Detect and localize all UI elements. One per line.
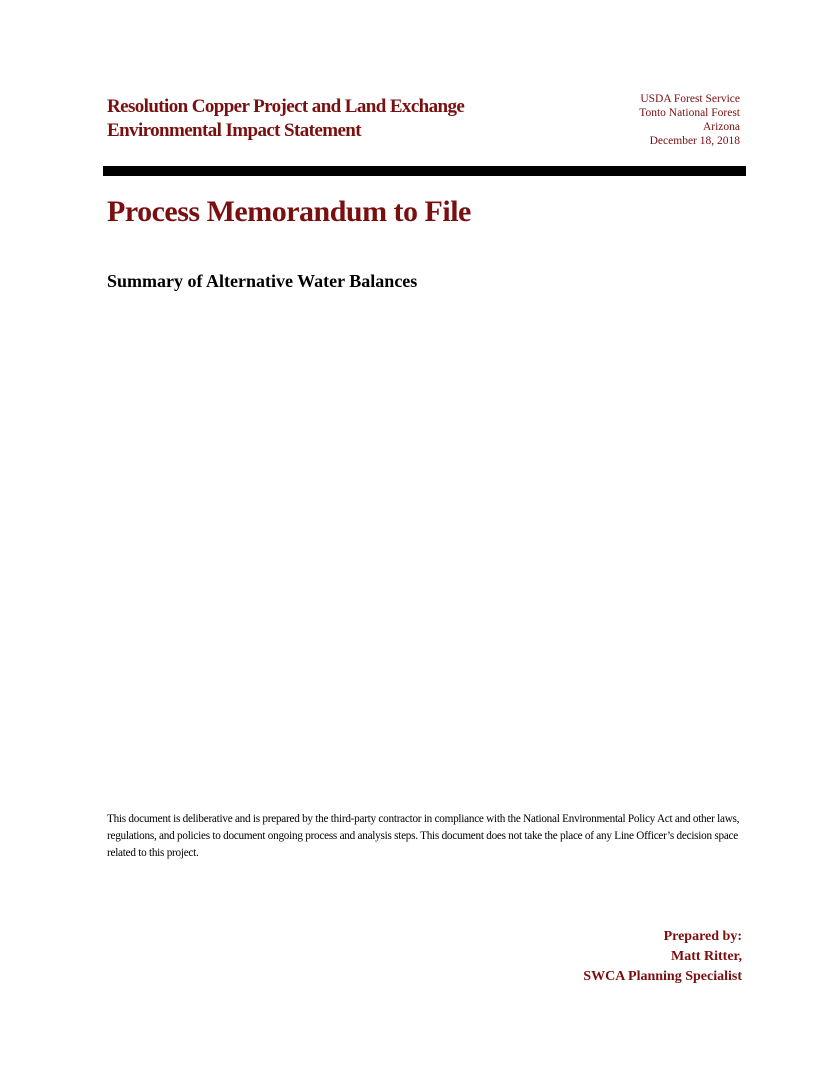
page-title: Process Memorandum to File [107, 195, 471, 228]
project-document-type: Environmental Impact Statement [107, 120, 361, 141]
state-name: Arizona [702, 121, 740, 133]
project-name: Resolution Copper Project and Land Exchange [107, 96, 465, 117]
author-role: SWCA Planning Specialist [583, 969, 742, 984]
disclaimer-text: This document is deliberative and is prepared by the third-party contractor in compliance with the National Environmental Policy Act and other laws, regulations, and policies to document ongoing process and analysis steps. This document does not take the place of any Line Officer’s decision space related to this project. [107, 813, 740, 859]
header-divider [103, 166, 746, 176]
agency-block [500, 92, 740, 148]
author-name: Matt Ritter, [670, 949, 742, 964]
prepared-by-label: Prepared by: [663, 929, 742, 944]
agency-name: USDA Forest Service [640, 93, 740, 105]
forest-name: Tonto National Forest [639, 107, 740, 119]
document-date: December 18, 2018 [649, 135, 740, 147]
prepared-by-block [442, 927, 742, 987]
page-subtitle: Summary of Alternative Water Balances [107, 271, 418, 291]
